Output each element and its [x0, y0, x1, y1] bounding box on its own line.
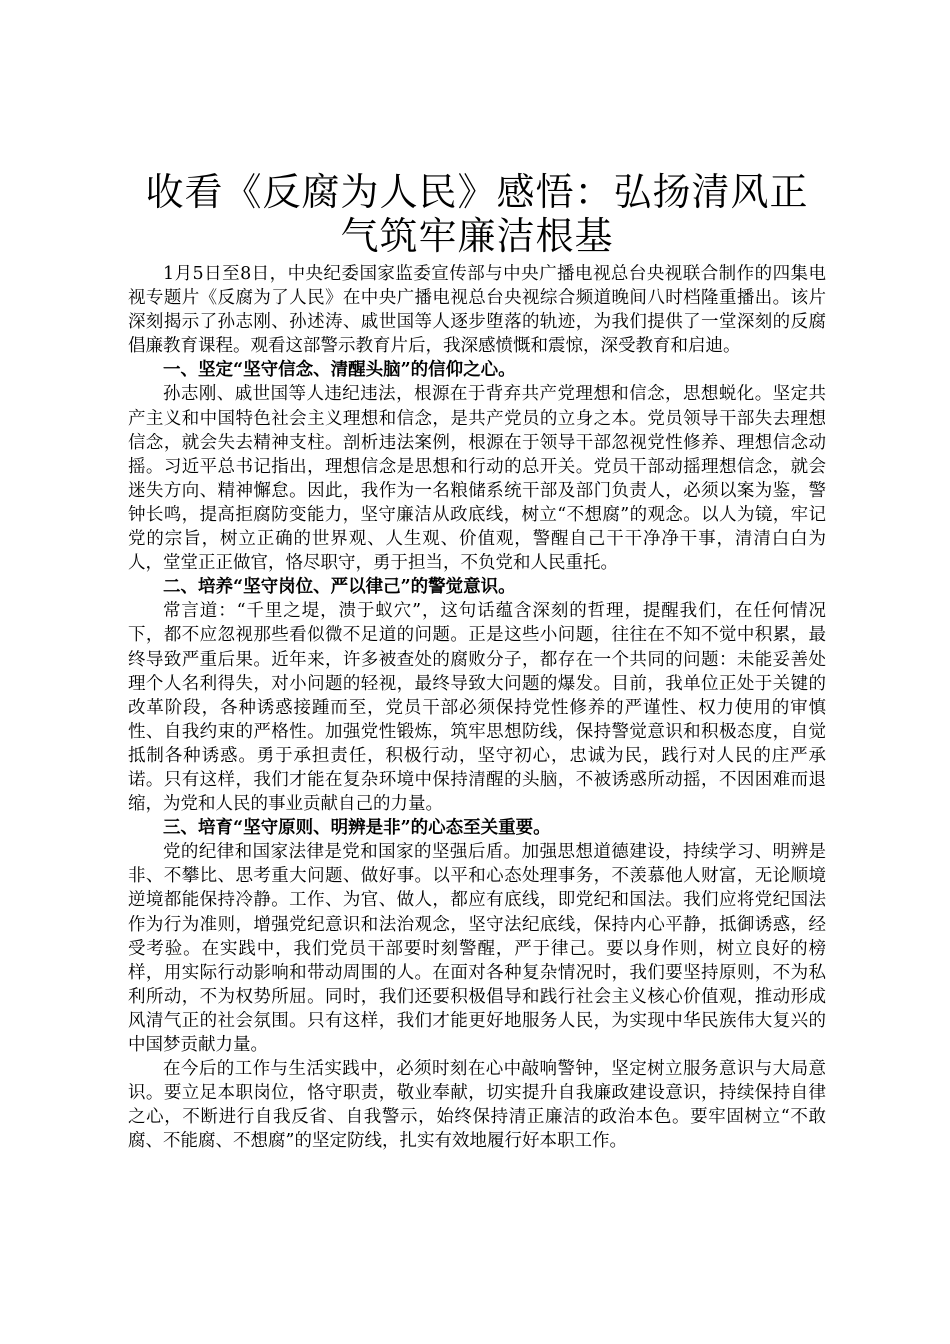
section-3-paragraph: 党的纪律和国家法律是党和国家的坚强后盾。加强思想道德建设，持续学习、明辨是非、不攀比、思考重大问题、做好事。以平和心态处理事务，不羡慕他人财富，无论顺境逆境都能保持冷静。工作、为官、做人，都应有底线，即党纪和国法。我们应将党纪国法作为行为准则，增强党纪意识和法治观念，坚守法纪底线，保持内心平静，抵御诱惑，经受考验。在实践中，我们党员干部要时刻警醒，严于律己。要以身作则，树立良好的榜样，用实际行动影响和带动周围的人。在面对各种复杂情况时，我们要坚持原则，不为私利所动，不为权势所屈。同时，我们还要积极倡导和践行社会主义核心价值观，推动形成风清气正的社会氛围。只有这样，我们才能更好地服务人民，为实现中华民族伟大复兴的中国梦贡献力量。 [128, 842, 826, 1055]
section-1-heading: 一、坚定“坚守信念、清醒头脑”的信仰之心。 [163, 360, 516, 381]
section-1-paragraph: 孙志刚、戚世国等人违纪违法，根源在于背弃共产党理想和信念，思想蜕化。坚定共产主义和中国特色社会主义理想和信念，是共产党员的立身之本。党员领导干部失去理想信念，就会失去精神支柱。剖析违法案例，根源在于领导干部忽视党性修养、理想信念动摇。习近平总书记指出，理想信念是思想和行动的总开关。党员干部动摇理想信念，就会迷失方向、精神懈怠。因此，我作为一名粮储系统干部及部门负责人，必须以案为鉴，警钟长鸣，提高拒腐防变能力，坚守廉洁从政底线，树立“不想腐”的观念。以人为镜，牢记党的宗旨，树立正确的世界观、人生观、价值观，警醒自己干干净净干事，清清白白为人，堂堂正正做官，恪尽职守，勇于担当，不负党和人民重托。 [128, 384, 826, 574]
conclusion-paragraph: 在今后的工作与生活实践中，必须时刻在心中敲响警钟，坚定树立服务意识与大局意识。要立足本职岗位，恪守职责，敬业奉献，切实提升自我廉政建设意识，持续保持自律之心，不断进行自我反省、自我警示，始终保持清正廉洁的政治本色。要牢固树立“不敢腐、不能腐、不想腐”的坚定防线，扎实有效地履行好本职工作。 [128, 1059, 826, 1152]
section-2-heading: 二、培养“坚守岗位、严以律己”的警觉意识。 [163, 577, 516, 598]
intro-paragraph: 1月5日至8日，中央纪委国家监委宣传部与中央广播电视总台央视联合制作的四集电视专题片《反腐为了人民》在中央广播电视总台央视综合频道晚间八时档隆重播出。该片深刻揭示了孙志刚、孙述涛、戚世国等人逐步堕落的轨迹，为我们提供了一堂深刻的反腐倡廉教育课程。观看这部警示教育片后，我深感愤慨和震惊，深受教育和启迪。 [128, 264, 826, 357]
document-body [128, 262, 826, 1153]
section-2-paragraph: 常言道：“千里之堤，溃于蚁穴”，这句话蕴含深刻的哲理，提醒我们，在任何情况下，都不应忽视那些看似微不足道的问题。正是这些小问题，往往在不知不觉中积累，最终导致严重后果。近年来，许多被查处的腐败分子，都存在一个共同的问题：未能妥善处理个人名利得失，对小问题的轻视，最终导致大问题的爆发。目前，我单位正处于关键的改革阶段，各种诱惑接踵而至，党员干部必须保持党性修养的严谨性、权力使用的审慎性、自我约束的严格性。加强党性锻炼，筑牢思想防线，保持警觉意识和积极态度，自觉抵制各种诱惑。勇于承担责任，积极行动，坚守初心，忠诚为民，践行对人民的庄严承诺。只有这样，我们才能在复杂环境中保持清醒的头脑，不被诱惑所动摇，不因困难而退缩，为党和人民的事业贡献自己的力量。 [128, 601, 826, 815]
section-3-heading: 三、培育“坚守原则、明辨是非”的心态至关重要。 [163, 818, 551, 839]
document-page [128, 170, 826, 1153]
document-title: 收看《反腐为人民》感悟：弘扬清风正气筑牢廉洁根基 [145, 170, 809, 258]
